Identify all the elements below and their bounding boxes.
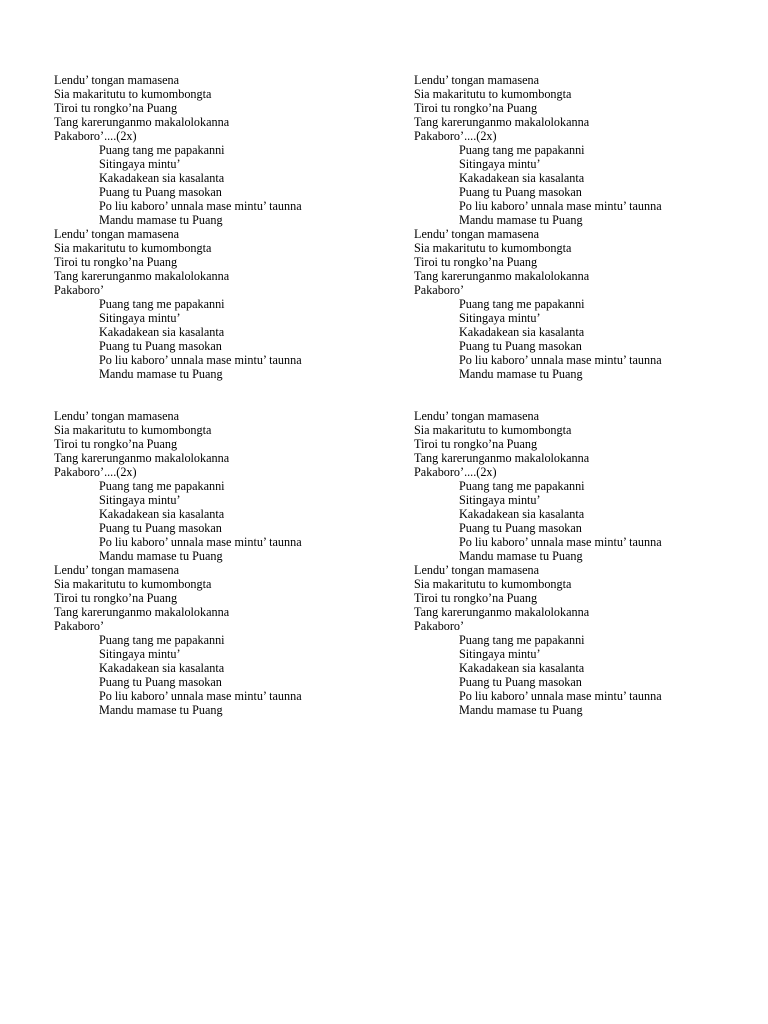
lyric-line: Sitingaya mintu’ (99, 647, 181, 661)
lyric-line: Po liu kaboro’ unnala mase mintu’ taunna (459, 199, 662, 213)
lyric-line: Mandu mamase tu Puang (459, 213, 583, 227)
lyric-line: Tang karerunganmo makalolokanna (54, 115, 230, 129)
lyric-line: Puang tang me papakanni (459, 297, 585, 311)
lyric-line: Pakaboro’ (414, 619, 465, 633)
lyric-line: Mandu mamase tu Puang (99, 367, 223, 381)
lyric-line: Kakadakean sia kasalanta (459, 661, 585, 675)
lyric-block-top-left (54, 73, 384, 381)
lyric-line: Mandu mamase tu Puang (99, 213, 223, 227)
lyric-line: Lendu’ tongan mamasena (54, 73, 179, 87)
lyric-line: Puang tang me papakanni (459, 143, 585, 157)
lyric-line: Po liu kaboro’ unnala mase mintu’ taunna (99, 689, 302, 703)
lyric-line: Sia makaritutu to kumombongta (414, 577, 572, 591)
lyric-line: Puang tang me papakanni (99, 143, 225, 157)
lyric-line: Pakaboro’....(2x) (54, 465, 137, 479)
lyric-line: Tang karerunganmo makalolokanna (414, 605, 590, 619)
lyric-line: Pakaboro’....(2x) (54, 129, 137, 143)
lyric-line: Po liu kaboro’ unnala mase mintu’ taunna (99, 199, 302, 213)
lyric-line: Sitingaya mintu’ (99, 311, 181, 325)
lyric-line: Lendu’ tongan mamasena (414, 563, 539, 577)
lyric-line: Kakadakean sia kasalanta (99, 325, 225, 339)
lyric-line: Tang karerunganmo makalolokanna (414, 115, 590, 129)
lyric-line: Sia makaritutu to kumombongta (54, 423, 212, 437)
lyric-line: Pakaboro’ (54, 283, 105, 297)
lyric-line: Tang karerunganmo makalolokanna (54, 451, 230, 465)
lyric-line: Puang tang me papakanni (459, 633, 585, 647)
lyric-line: Lendu’ tongan mamasena (414, 73, 539, 87)
lyric-line: Po liu kaboro’ unnala mase mintu’ taunna (459, 535, 662, 549)
lyric-line: Puang tang me papakanni (99, 633, 225, 647)
lyric-line: Tang karerunganmo makalolokanna (54, 269, 230, 283)
lyric-line: Po liu kaboro’ unnala mase mintu’ taunna (459, 689, 662, 703)
lyric-line: Mandu mamase tu Puang (459, 703, 583, 717)
lyric-line: Tang karerunganmo makalolokanna (54, 605, 230, 619)
lyric-line: Puang tu Puang masokan (459, 185, 582, 199)
lyric-line: Sia makaritutu to kumombongta (54, 577, 212, 591)
lyric-line: Tiroi tu rongko’na Puang (414, 255, 538, 269)
lyric-line: Mandu mamase tu Puang (99, 549, 223, 563)
lyric-line: Puang tu Puang masokan (99, 185, 222, 199)
lyric-line: Puang tang me papakanni (99, 479, 225, 493)
lyric-line: Kakadakean sia kasalanta (99, 171, 225, 185)
lyric-line: Lendu’ tongan mamasena (414, 409, 539, 423)
lyric-line: Tiroi tu rongko’na Puang (54, 437, 178, 451)
lyric-line: Tang karerunganmo makalolokanna (414, 451, 590, 465)
lyric-line: Puang tang me papakanni (459, 479, 585, 493)
lyric-line: Sia makaritutu to kumombongta (414, 241, 572, 255)
lyric-line: Sitingaya mintu’ (459, 311, 541, 325)
lyric-block-bottom-left (54, 409, 384, 717)
lyric-block-top-right (414, 73, 744, 381)
lyric-line: Po liu kaboro’ unnala mase mintu’ taunna (99, 353, 302, 367)
lyric-line: Sia makaritutu to kumombongta (414, 87, 572, 101)
lyric-line: Pakaboro’....(2x) (414, 465, 497, 479)
lyric-line: Pakaboro’....(2x) (414, 129, 497, 143)
lyric-line: Sitingaya mintu’ (459, 157, 541, 171)
lyric-line: Tiroi tu rongko’na Puang (414, 437, 538, 451)
lyric-line: Mandu mamase tu Puang (459, 549, 583, 563)
lyric-line: Tiroi tu rongko’na Puang (54, 591, 178, 605)
lyric-line: Sitingaya mintu’ (99, 157, 181, 171)
lyric-line: Kakadakean sia kasalanta (459, 507, 585, 521)
lyric-line: Sia makaritutu to kumombongta (54, 87, 212, 101)
lyric-line: Po liu kaboro’ unnala mase mintu’ taunna (99, 535, 302, 549)
lyric-line: Pakaboro’ (54, 619, 105, 633)
lyric-line: Puang tu Puang masokan (99, 675, 222, 689)
lyric-line: Tiroi tu rongko’na Puang (414, 101, 538, 115)
lyric-line: Lendu’ tongan mamasena (54, 227, 179, 241)
lyric-line: Kakadakean sia kasalanta (459, 171, 585, 185)
lyric-line: Kakadakean sia kasalanta (99, 507, 225, 521)
lyric-line: Puang tu Puang masokan (459, 675, 582, 689)
lyric-line: Tiroi tu rongko’na Puang (414, 591, 538, 605)
lyric-line: Kakadakean sia kasalanta (99, 661, 225, 675)
lyric-line: Lendu’ tongan mamasena (54, 563, 179, 577)
lyric-line: Kakadakean sia kasalanta (459, 325, 585, 339)
lyric-block-bottom-right (414, 409, 744, 717)
lyric-line: Sia makaritutu to kumombongta (414, 423, 572, 437)
lyric-line: Puang tu Puang masokan (99, 339, 222, 353)
lyric-line: Sitingaya mintu’ (99, 493, 181, 507)
lyric-line: Puang tang me papakanni (99, 297, 225, 311)
lyric-line: Tiroi tu rongko’na Puang (54, 255, 178, 269)
lyric-line: Lendu’ tongan mamasena (414, 227, 539, 241)
lyric-line: Tiroi tu rongko’na Puang (54, 101, 178, 115)
lyric-line: Mandu mamase tu Puang (99, 703, 223, 717)
lyric-line: Lendu’ tongan mamasena (54, 409, 179, 423)
lyric-line: Po liu kaboro’ unnala mase mintu’ taunna (459, 353, 662, 367)
lyric-line: Puang tu Puang masokan (459, 521, 582, 535)
lyric-line: Sitingaya mintu’ (459, 647, 541, 661)
lyric-line: Tang karerunganmo makalolokanna (414, 269, 590, 283)
lyric-line: Mandu mamase tu Puang (459, 367, 583, 381)
lyric-line: Puang tu Puang masokan (99, 521, 222, 535)
lyric-line: Sitingaya mintu’ (459, 493, 541, 507)
lyric-line: Sia makaritutu to kumombongta (54, 241, 212, 255)
lyric-line: Pakaboro’ (414, 283, 465, 297)
lyric-line: Puang tu Puang masokan (459, 339, 582, 353)
